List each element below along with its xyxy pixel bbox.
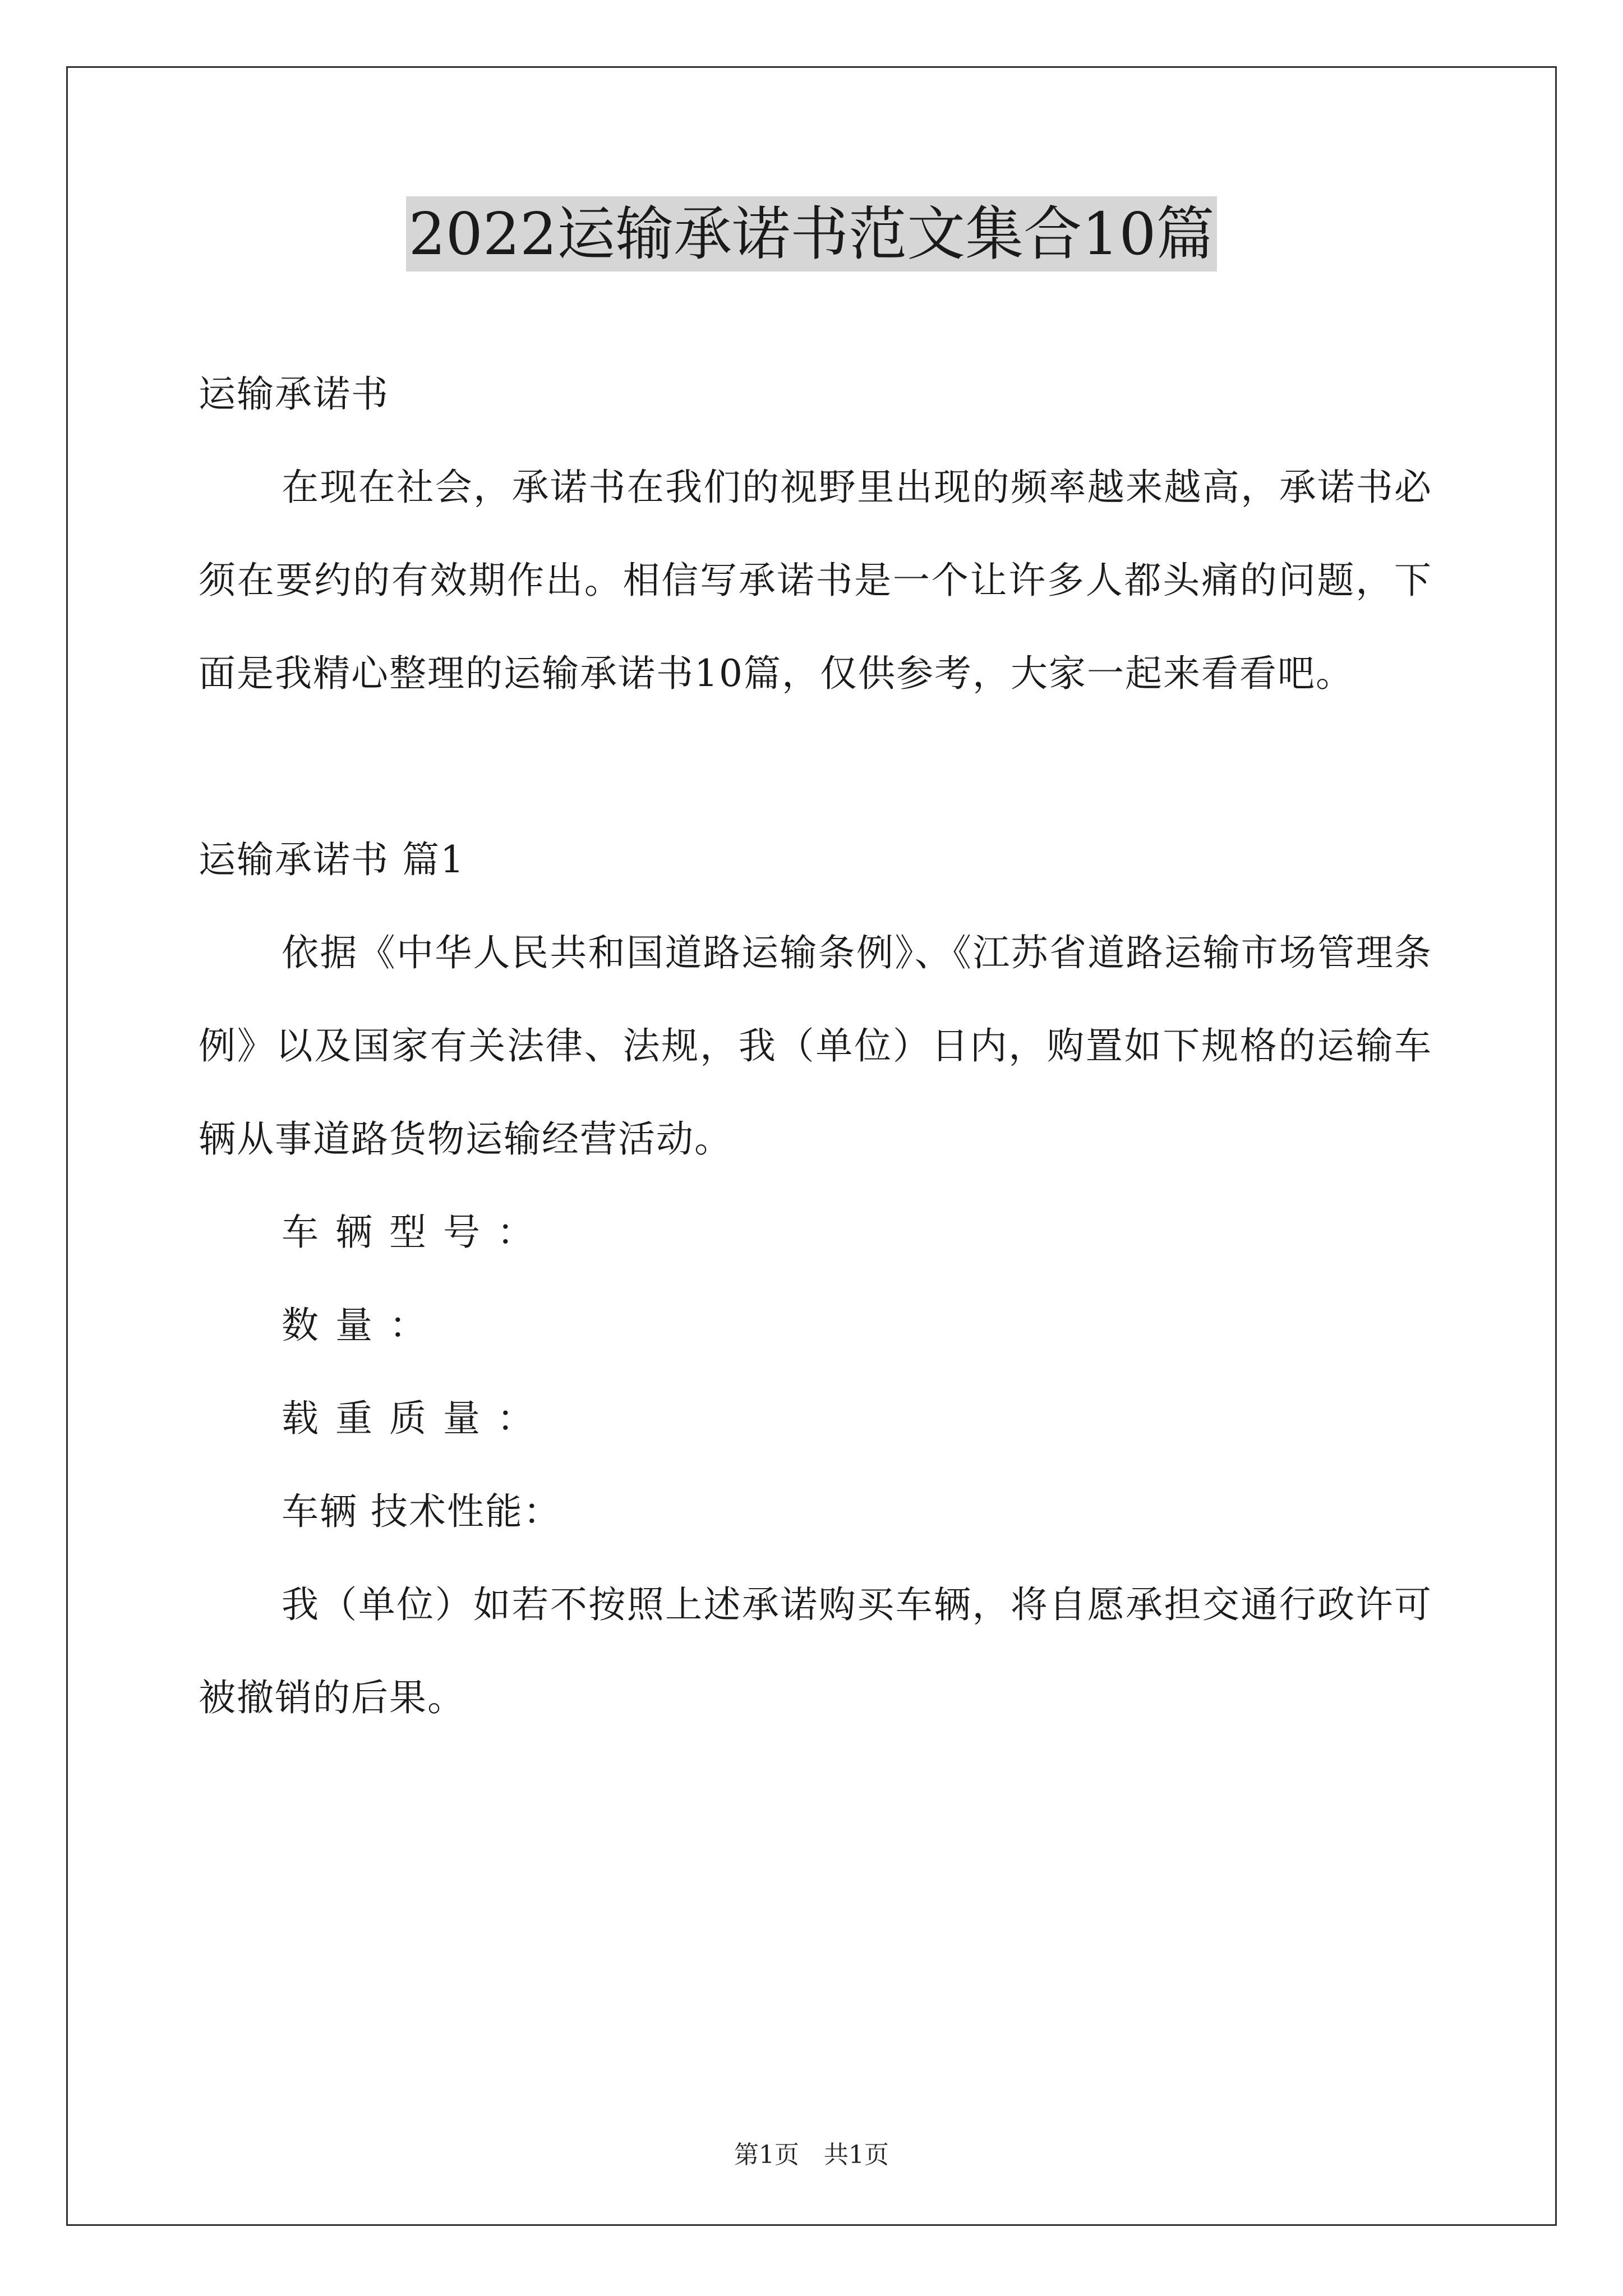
subtitle: 运输承诺书 xyxy=(199,372,389,416)
document-title xyxy=(0,202,1623,266)
document-body xyxy=(199,348,1432,1745)
field-load-mass: 载重质量： xyxy=(282,1397,551,1440)
section-paragraph-2: 我（单位）如若不按照上述承诺购买车辆，将自愿承担交通行政许可被撤销的后果。 xyxy=(199,1583,1432,1719)
section-paragraph-1: 依据《中华人民共和国道路运输条例》、《江苏省道路运输市场管理条例》以及国家有关法律、法规，我（单位）日内，购置如下规格的运输车辆从事道路货物运输经营活动。 xyxy=(199,931,1432,1161)
field-vehicle-tech: 车辆 技术性能： xyxy=(282,1490,561,1533)
document-title-text: 2022运输承诺书范文集合10篇 xyxy=(406,196,1216,272)
section-heading: 运输承诺书 篇1 xyxy=(199,838,465,881)
field-quantity: 数量： xyxy=(282,1304,443,1347)
page-footer: 第1页 共1页 xyxy=(734,2141,889,2169)
intro-paragraph: 在现在社会，承诺书在我们的视野里出现的频率越来越高，承诺书必须在要约的有效期作出。相信写承诺书是一个让许多人都头痛的问题，下面是我精心整理的运输承诺书10篇，仅供参考，大家一起来看看吧。 xyxy=(199,466,1432,695)
section-gap xyxy=(199,720,1432,813)
field-vehicle-model: 车辆型号： xyxy=(282,1211,551,1254)
